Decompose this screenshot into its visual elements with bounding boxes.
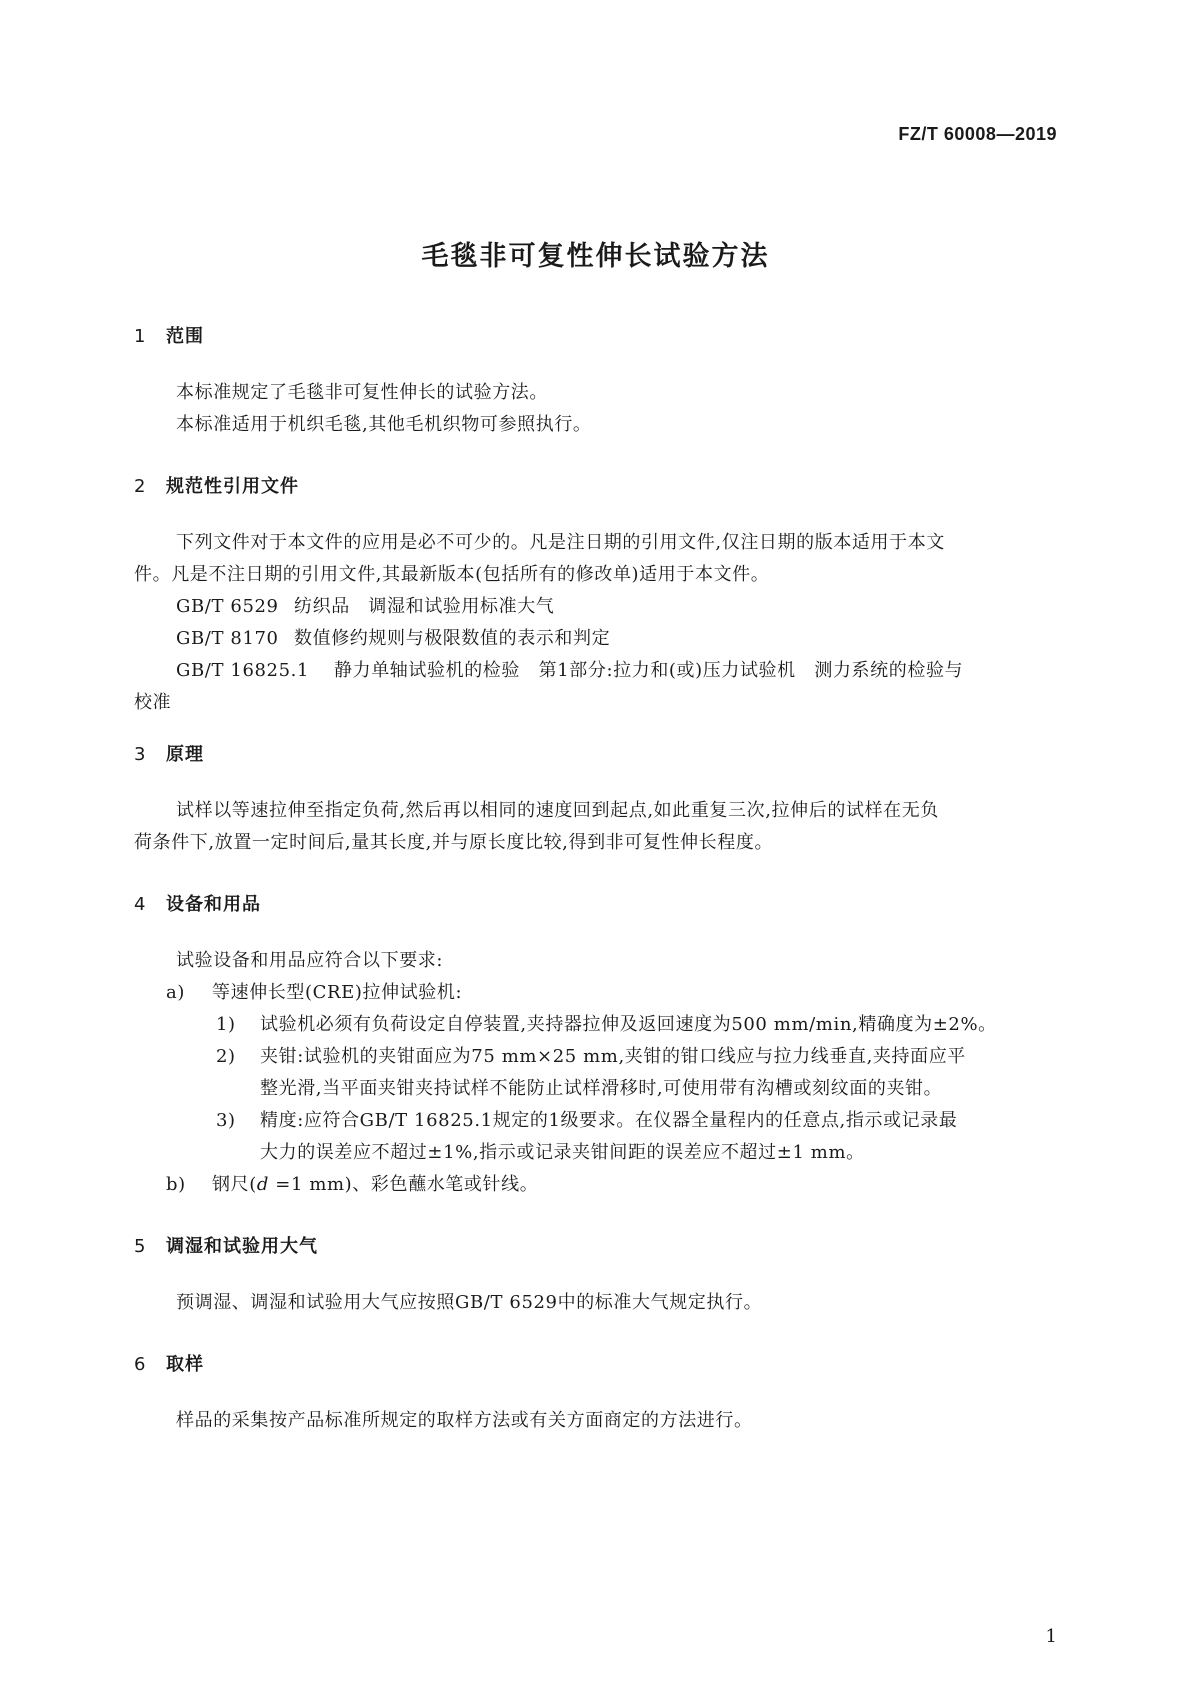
list-label: b): [166, 1174, 186, 1195]
list-text: 等速伸长型(CRE)拉伸试验机:: [212, 982, 463, 1003]
standard-code: FZ/T 60008—2019: [898, 124, 1057, 144]
reference-title: 纺织品 调湿和试验用标准大气: [294, 596, 555, 617]
section-number: 5: [134, 1236, 146, 1257]
section-number: 3: [134, 744, 146, 765]
scope-paragraph-1: 本标准规定了毛毯非可复性伸长的试验方法。: [176, 382, 548, 403]
reference-entry: [176, 656, 963, 682]
reference-code: GB/T 6529: [176, 596, 279, 617]
section-title: 设备和用品: [166, 894, 261, 915]
list-item-b: [166, 1170, 538, 1196]
reference-entry: [176, 624, 610, 650]
atmosphere-paragraph: 预调湿、调湿和试验用大气应按照GB/T 6529中的标准大气规定执行。: [176, 1292, 763, 1313]
reference-title: 静力单轴试验机的检验 第1部分:拉力和(或)压力试验机 测力系统的检验与: [334, 660, 964, 681]
document-title: 毛毯非可复性伸长试验方法: [421, 241, 770, 272]
list-text-pre: 钢尺(: [212, 1174, 257, 1195]
section-number: 4: [134, 894, 146, 915]
principle-line-2: 荷条件下,放置一定时间后,量其长度,并与原长度比较,得到非可复性伸长程度。: [134, 832, 774, 853]
sub-item-2: [216, 1042, 966, 1068]
section-title: 原理: [166, 744, 204, 765]
list-text: 精度:应符合GB/T 16825.1规定的1级要求。在仪器全量程内的任意点,指示或记录最: [260, 1110, 958, 1131]
sampling-paragraph: 样品的采集按产品标准所规定的取样方法或有关方面商定的方法进行。: [176, 1410, 753, 1431]
section-1-heading: [134, 322, 204, 348]
section-title: 取样: [166, 1354, 204, 1375]
list-text-post: =1 mm)、彩色蘸水笔或针线。: [268, 1174, 539, 1195]
page-number: 1: [1045, 1626, 1057, 1647]
section-4-heading: [134, 890, 261, 916]
section-6-heading: [134, 1350, 204, 1376]
list-label: 2): [216, 1046, 236, 1067]
reference-code: GB/T 16825.1: [176, 660, 310, 681]
sub-item-1: [216, 1010, 997, 1036]
list-label: 3): [216, 1110, 236, 1131]
list-item-a: [166, 978, 462, 1004]
variable-d: d: [256, 1174, 269, 1195]
reference-entry: [176, 592, 554, 618]
sub-item-2-continuation: 整光滑,当平面夹钳夹持试样不能防止试样滑移时,可使用带有沟槽或刻纹面的夹钳。: [260, 1078, 943, 1099]
section-number: 2: [134, 476, 146, 497]
section-number: 6: [134, 1354, 146, 1375]
section-number: 1: [134, 326, 146, 347]
principle-line-1: 试样以等速拉伸至指定负荷,然后再以相同的速度回到起点,如此重复三次,拉伸后的试样在无负: [176, 800, 939, 821]
list-text: 夹钳:试验机的夹钳面应为75 mm×25 mm,夹钳的钳口线应与拉力线垂直,夹持面应平: [260, 1046, 966, 1067]
list-text: 试验机必须有负荷设定自停装置,夹持器拉伸及返回速度为500 mm/min,精确度为±2%。: [260, 1014, 997, 1035]
section-title: 规范性引用文件: [166, 476, 299, 497]
section-title: 范围: [166, 326, 204, 347]
section-2-heading: [134, 472, 299, 498]
equipment-intro: 试验设备和用品应符合以下要求:: [176, 950, 444, 971]
section-title: 调湿和试验用大气: [166, 1236, 318, 1257]
normative-intro-line-2: 件。凡是不注日期的引用文件,其最新版本(包括所有的修改单)适用于本文件。: [134, 564, 770, 585]
sub-item-3-continuation: 大力的误差应不超过±1%,指示或记录夹钳间距的误差应不超过±1 mm。: [260, 1142, 865, 1163]
normative-intro-line-1: 下列文件对于本文件的应用是必不可少的。凡是注日期的引用文件,仅注日期的版本适用于本文: [176, 532, 945, 553]
reference-code: GB/T 8170: [176, 628, 279, 649]
scope-paragraph-2: 本标准适用于机织毛毯,其他毛机织物可参照执行。: [176, 414, 592, 435]
reference-title: 数值修约规则与极限数值的表示和判定: [294, 628, 611, 649]
sub-item-3: [216, 1106, 957, 1132]
list-label: a): [166, 982, 185, 1003]
section-5-heading: [134, 1232, 318, 1258]
list-label: 1): [216, 1014, 236, 1035]
reference-title-continuation: 校准: [134, 692, 172, 713]
section-3-heading: [134, 740, 204, 766]
